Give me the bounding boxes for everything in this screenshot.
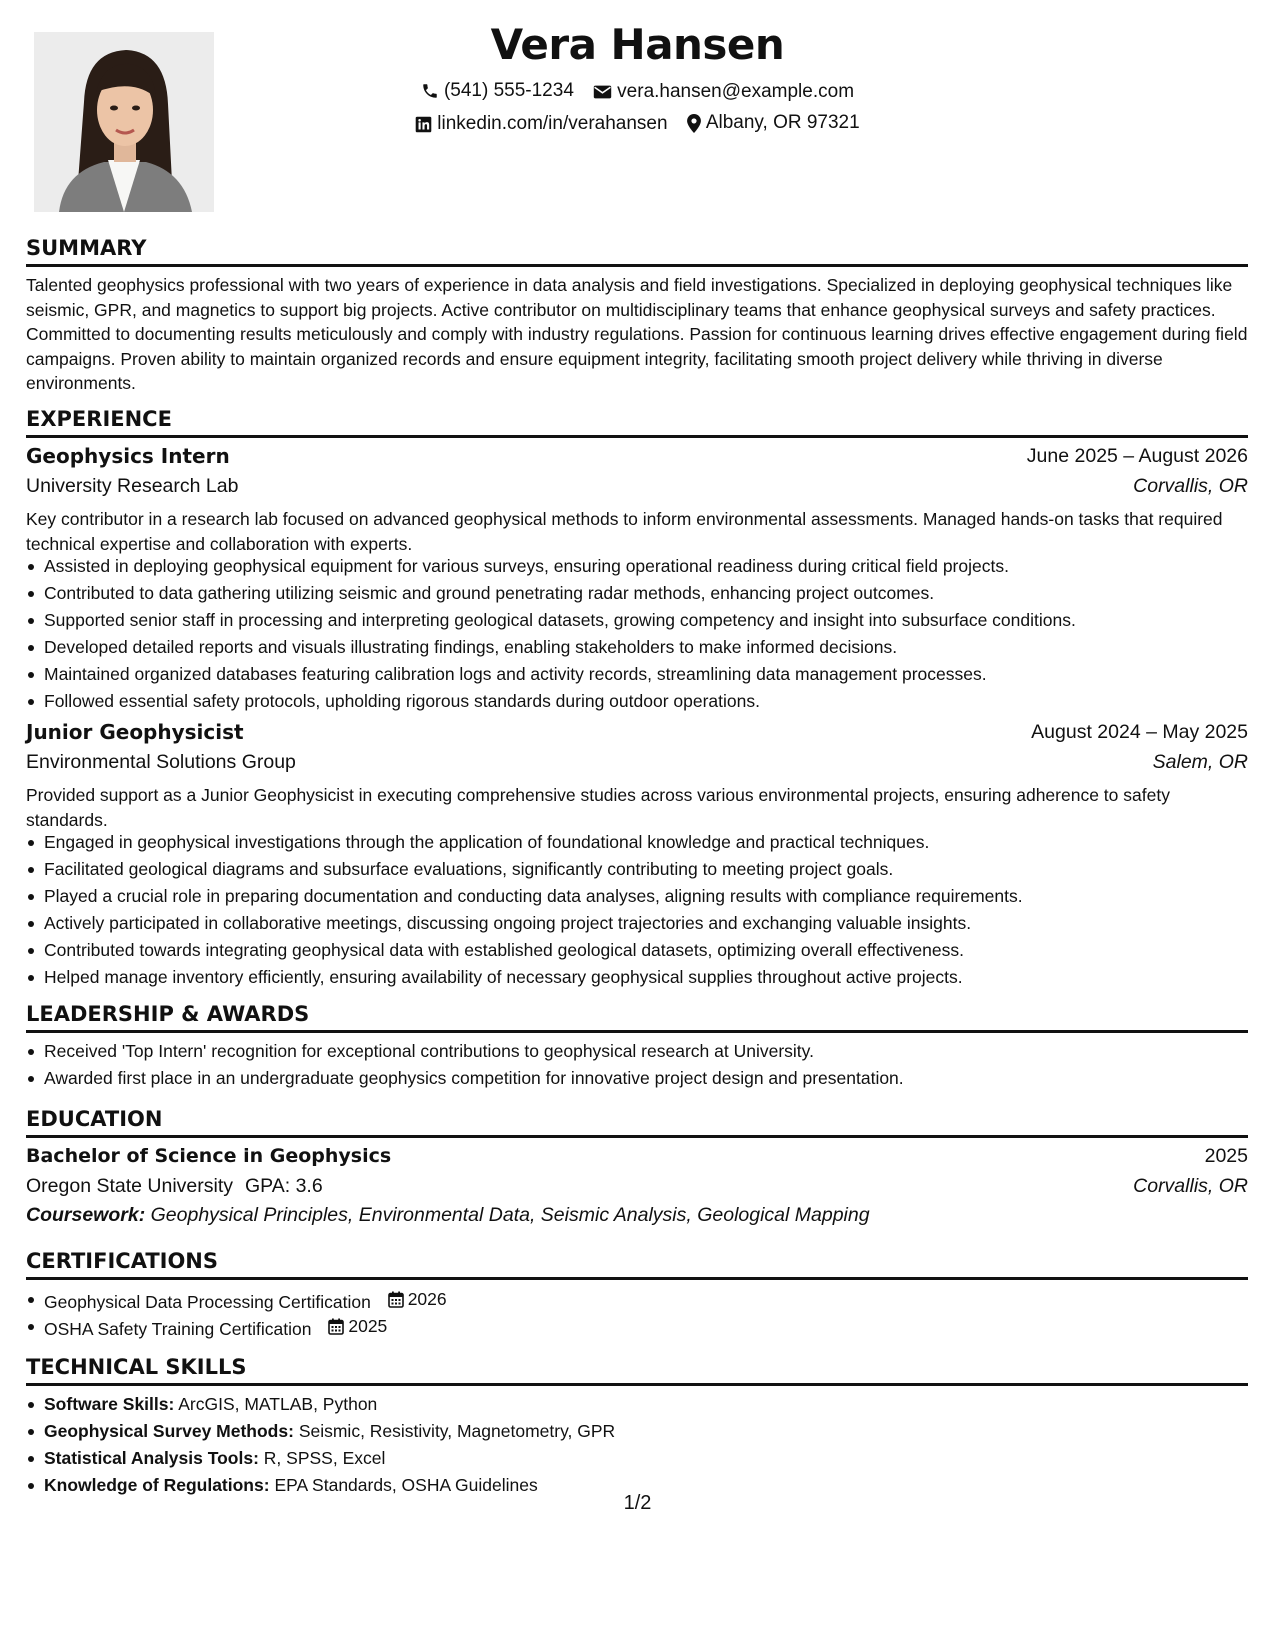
list-item: Facilitated geological diagrams and subsurface evaluations, significantly contributing to meeting project goals. — [44, 856, 1266, 883]
job-title: Geophysics Intern — [26, 444, 230, 468]
map-pin-icon — [687, 114, 701, 133]
certification-date — [328, 1313, 387, 1340]
job-dates: August 2024 – May 2025 — [1031, 721, 1248, 743]
list-item: Assisted in deploying geophysical equipment for various surveys, ensuring operational readiness during critical field projects. — [44, 553, 1266, 580]
skill-label: Geophysical Survey Methods: — [44, 1421, 294, 1441]
contact-row-2 — [0, 112, 1275, 139]
linkedin-icon — [415, 116, 432, 133]
certification-name: Geophysical Data Processing Certification — [44, 1292, 371, 1312]
phone-text: (541) 555-1234 — [443, 80, 574, 101]
gpa: GPA: 3.6 — [245, 1175, 323, 1197]
job-location: Salem, OR — [1152, 751, 1248, 773]
school-name: Oregon State University — [26, 1175, 234, 1197]
calendar-icon — [388, 1291, 404, 1308]
summary-text: Talented geophysics professional with two years of experience in data analysis and field investigations. Specialized in deploying geophysical techniques like seismic, GPR, and magnetics to support big projects. Active contributor on multidisciplinary teams that enhance geophysical surveys and safety practices. Committed to documenting results meticulously and comply with industry regulations. Passion for continuous learning drives effective engagement during field campaigns. Proven ability to maintain organized records and ensure equipment integrity, facilitating smooth project delivery while thriving in diverse environments. — [26, 275, 1248, 393]
coursework-label: Coursework: — [26, 1204, 146, 1226]
section-divider — [26, 1277, 1248, 1280]
list-item: Maintained organized databases featuring calibration logs and activity records, streamlining data management processes. — [44, 661, 1266, 688]
job-description: Provided support as a Junior Geophysicist in executing comprehensive studies across various environmental projects, ensuring adherence to safety standards. — [26, 785, 1170, 830]
list-item: Helped manage inventory efficiently, ensuring availability of necessary geophysical supplies throughout active projects. — [44, 964, 1266, 991]
job-organization: Environmental Solutions Group — [26, 751, 296, 773]
phone-item — [421, 80, 574, 102]
skill-label: Software Skills: — [44, 1394, 175, 1414]
email-link[interactable]: vera.hansen@example.com — [617, 81, 855, 102]
leadership-heading: LEADERSHIP & AWARDS — [26, 1002, 310, 1026]
list-item: Engaged in geophysical investigations through the application of foundational knowledge and practical techniques. — [44, 829, 1266, 856]
skill-value: Seismic, Resistivity, Magnetometry, GPR — [298, 1421, 616, 1441]
email-item[interactable] — [593, 81, 854, 103]
list-item — [44, 1391, 1266, 1418]
list-item: Contributed to data gathering utilizing seismic and ground penetrating radar methods, enhancing project outcomes. — [44, 580, 1266, 607]
contact-row-1 — [0, 80, 1275, 106]
job-organization: University Research Lab — [26, 475, 239, 497]
section-divider — [26, 264, 1248, 267]
skills-list — [26, 1391, 1266, 1499]
section-divider — [26, 1135, 1248, 1138]
degree: Bachelor of Science in Geophysics — [26, 1145, 392, 1167]
page-number: 1/2 — [623, 1492, 652, 1514]
education-heading: EDUCATION — [26, 1107, 163, 1131]
envelope-icon — [593, 84, 612, 100]
skill-value: EPA Standards, OSHA Guidelines — [274, 1475, 538, 1495]
certifications-heading: CERTIFICATIONS — [26, 1249, 219, 1273]
linkedin-link[interactable]: linkedin.com/in/verahansen — [437, 113, 668, 134]
calendar-icon — [328, 1318, 344, 1335]
certifications-list — [26, 1286, 1266, 1340]
job-bullets — [26, 553, 1266, 715]
location-item — [687, 112, 860, 134]
certification-year: 2025 — [348, 1316, 388, 1336]
job-location: Corvallis, OR — [1133, 475, 1248, 497]
skill-label: Statistical Analysis Tools: — [44, 1448, 259, 1468]
list-item: Followed essential safety protocols, upholding rigorous standards during outdoor operations. — [44, 688, 1266, 715]
graduation-year: 2025 — [1204, 1145, 1248, 1167]
section-divider — [26, 1030, 1248, 1033]
candidate-name: Vera Hansen — [490, 20, 785, 69]
location-text: Albany, OR 97321 — [705, 112, 860, 133]
job-dates: June 2025 – August 2026 — [1026, 445, 1248, 467]
job-bullets — [26, 829, 1266, 991]
list-item — [44, 1418, 1266, 1445]
list-item: Awarded first place in an undergraduate geophysics competition for innovative project design and presentation. — [44, 1065, 1266, 1092]
list-item: Played a crucial role in preparing documentation and conducting data analyses, aligning results with compliance requirements. — [44, 883, 1266, 910]
list-item: Received 'Top Intern' recognition for exceptional contributions to geophysical research at University. — [44, 1038, 1266, 1065]
list-item: Actively participated in collaborative meetings, discussing ongoing project trajectories and exchanging valuable insights. — [44, 910, 1266, 937]
job-description: Key contributor in a research lab focused on advanced geophysical methods to inform environmental assessments. Managed hands-on tasks that required technical expertise and collaboration with experts. — [26, 509, 1223, 554]
experience-heading: EXPERIENCE — [26, 407, 172, 431]
list-item: Developed detailed reports and visuals illustrating findings, enabling stakeholders to make informed decisions. — [44, 634, 1266, 661]
awards-list — [26, 1038, 1266, 1092]
linkedin-item[interactable] — [415, 113, 667, 135]
job-title: Junior Geophysicist — [26, 720, 244, 744]
school-line — [26, 1175, 323, 1198]
certification-date — [388, 1286, 447, 1313]
skills-heading: TECHNICAL SKILLS — [26, 1355, 247, 1379]
list-item — [44, 1445, 1266, 1472]
coursework — [26, 1204, 870, 1227]
skill-label: Knowledge of Regulations: — [44, 1475, 270, 1495]
skill-value: R, SPSS, Excel — [263, 1448, 386, 1468]
certification-name: OSHA Safety Training Certification — [44, 1319, 312, 1339]
list-item: Contributed towards integrating geophysical data with established geological datasets, optimizing overall effectiveness. — [44, 937, 1266, 964]
coursework-list: Geophysical Principles, Environmental Data, Seismic Analysis, Geological Mapping — [150, 1204, 870, 1226]
skill-value: ArcGIS, MATLAB, Python — [178, 1394, 378, 1414]
certification-year: 2026 — [407, 1289, 447, 1309]
school-location: Corvallis, OR — [1133, 1175, 1248, 1197]
section-divider — [26, 435, 1248, 438]
summary-heading: SUMMARY — [26, 236, 147, 260]
section-divider — [26, 1383, 1248, 1386]
phone-icon — [421, 82, 439, 100]
list-item: Supported senior staff in processing and interpreting geological datasets, growing competency and insight into subsurface conditions. — [44, 607, 1266, 634]
list-item — [44, 1286, 1266, 1313]
list-item — [44, 1313, 1266, 1340]
